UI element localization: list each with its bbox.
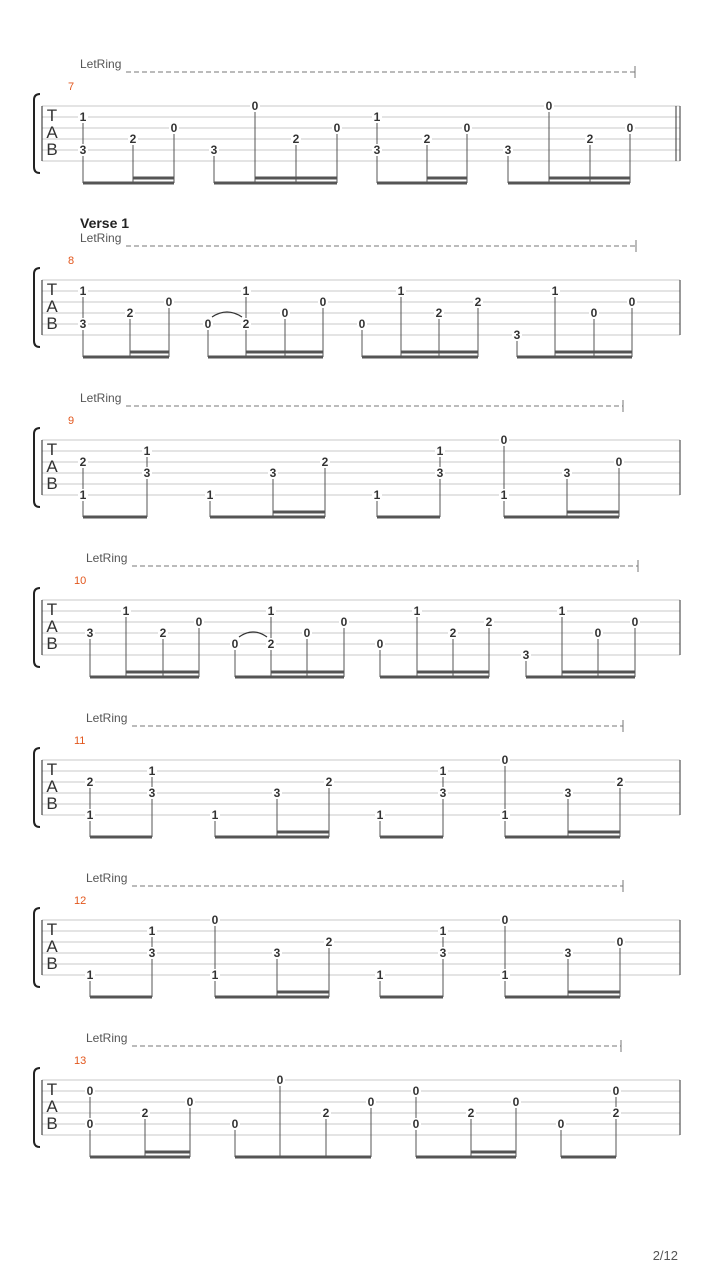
fret-number: 1 (143, 444, 151, 458)
fret-number: 2 (292, 132, 300, 146)
fret-number: 3 (373, 143, 381, 157)
fret-number: 0 (376, 637, 384, 651)
fret-number: 3 (564, 946, 572, 960)
fret-number: 2 (321, 455, 329, 469)
fret-number: 3 (439, 786, 447, 800)
fret-number: 3 (522, 648, 530, 662)
fret-number: 3 (143, 466, 151, 480)
tab-clef-letter: T (46, 440, 58, 459)
fret-number: 0 (545, 99, 553, 113)
fret-number: 2 (435, 306, 443, 320)
fret-number: 1 (439, 764, 447, 778)
fret-number: 3 (148, 786, 156, 800)
fret-number: 2 (267, 637, 275, 651)
tab-clef-letter: B (46, 314, 58, 333)
fret-number: 3 (273, 946, 281, 960)
fret-number: 0 (501, 753, 509, 767)
page-number: 2/12 (652, 1248, 678, 1263)
tab-clef-letter: T (46, 1080, 58, 1099)
fret-number: 3 (86, 626, 94, 640)
tab-clef-letter: A (46, 297, 58, 316)
fret-number: 0 (463, 121, 471, 135)
fret-number: 2 (423, 132, 431, 146)
measure-number: 12 (74, 895, 87, 907)
fret-number: 2 (79, 455, 87, 469)
tab-clef-letter: B (46, 634, 58, 653)
fret-number: 0 (276, 1073, 284, 1087)
tab-clef-letter: A (46, 457, 58, 476)
section-label: Verse 1 (80, 215, 130, 231)
fret-number: 0 (251, 99, 259, 113)
measure-number: 13 (74, 1055, 87, 1067)
fret-number: 0 (512, 1095, 520, 1109)
fret-number: 1 (501, 808, 509, 822)
fret-number: 3 (79, 317, 87, 331)
fret-number: 1 (500, 488, 508, 502)
fret-number: 0 (231, 1117, 239, 1131)
fret-number: 1 (79, 110, 87, 124)
fret-number: 0 (500, 433, 508, 447)
tab-clef-letter: A (46, 937, 58, 956)
fret-number: 0 (615, 455, 623, 469)
fret-number: 0 (631, 615, 639, 629)
tab-clef-letter: T (46, 280, 58, 299)
tab-clef-letter: B (46, 1114, 58, 1133)
fret-number: 0 (340, 615, 348, 629)
system-bracket (34, 748, 40, 827)
tab-clef-letter: B (46, 954, 58, 973)
fret-number: 1 (242, 284, 250, 298)
fret-number: 0 (195, 615, 203, 629)
fret-number: 0 (412, 1084, 420, 1098)
fret-number: 1 (436, 444, 444, 458)
fret-number: 2 (467, 1106, 475, 1120)
fret-number: 3 (513, 328, 521, 342)
fret-number: 0 (211, 913, 219, 927)
system-bracket (34, 268, 40, 347)
tab-clef-letter: T (46, 920, 58, 939)
fret-number: 1 (373, 488, 381, 502)
system-bracket (34, 588, 40, 667)
fret-number: 0 (303, 626, 311, 640)
fret-number: 2 (242, 317, 250, 331)
fret-number: 0 (590, 306, 598, 320)
fret-number: 3 (79, 143, 87, 157)
tab-clef-letter: T (46, 106, 58, 125)
tab-clef-letter: T (46, 760, 58, 779)
fret-number: 0 (501, 913, 509, 927)
fret-number: 1 (551, 284, 559, 298)
measure-number: 8 (68, 255, 75, 267)
fret-number: 1 (376, 968, 384, 982)
measure-number: 7 (68, 81, 75, 93)
fret-number: 2 (126, 306, 134, 320)
fret-number: 1 (148, 764, 156, 778)
fret-number: 1 (206, 488, 214, 502)
fret-number: 2 (449, 626, 457, 640)
fret-number: 0 (231, 637, 239, 651)
fret-number: 2 (322, 1106, 330, 1120)
let-ring-label: LetRing (86, 551, 128, 565)
fret-number: 3 (564, 786, 572, 800)
fret-number: 1 (413, 604, 421, 618)
fret-number: 2 (474, 295, 482, 309)
fret-number: 1 (211, 808, 219, 822)
fret-number: 1 (86, 808, 94, 822)
fret-number: 1 (148, 924, 156, 938)
fret-number: 0 (281, 306, 289, 320)
fret-number: 3 (563, 466, 571, 480)
fret-number: 0 (616, 935, 624, 949)
fret-number: 3 (210, 143, 218, 157)
fret-number: 0 (86, 1117, 94, 1131)
fret-number: 1 (558, 604, 566, 618)
fret-number: 2 (586, 132, 594, 146)
fret-number: 0 (594, 626, 602, 640)
fret-number: 1 (376, 808, 384, 822)
system-bracket (34, 94, 40, 173)
fret-number: 3 (436, 466, 444, 480)
fret-number: 3 (273, 786, 281, 800)
fret-number: 2 (141, 1106, 149, 1120)
fret-number: 1 (122, 604, 130, 618)
fret-number: 1 (211, 968, 219, 982)
fret-number: 0 (333, 121, 341, 135)
fret-number: 0 (557, 1117, 565, 1131)
let-ring-label: LetRing (86, 711, 128, 725)
measure-number: 11 (74, 735, 86, 747)
fret-number: 3 (269, 466, 277, 480)
tab-clef-letter: A (46, 1097, 58, 1116)
fret-number: 0 (626, 121, 634, 135)
system-bracket (34, 1068, 40, 1147)
fret-number: 2 (159, 626, 167, 640)
let-ring-label: LetRing (80, 231, 122, 245)
fret-number: 0 (628, 295, 636, 309)
let-ring-label: LetRing (86, 871, 128, 885)
fret-number: 0 (165, 295, 173, 309)
system-bracket (34, 428, 40, 507)
tab-clef-letter: T (46, 600, 58, 619)
fret-number: 3 (439, 946, 447, 960)
system-bracket (34, 908, 40, 987)
tab-clef-letter: B (46, 140, 58, 159)
tab-clef-letter: B (46, 474, 58, 493)
fret-number: 2 (325, 775, 333, 789)
tab-clef-letter: A (46, 617, 58, 636)
fret-number: 1 (79, 488, 87, 502)
fret-number: 0 (186, 1095, 194, 1109)
fret-number: 1 (267, 604, 275, 618)
fret-number: 1 (79, 284, 87, 298)
tab-clef-letter: A (46, 777, 58, 796)
fret-number: 1 (397, 284, 405, 298)
fret-number: 2 (86, 775, 94, 789)
let-ring-label: LetRing (80, 57, 122, 71)
fret-number: 0 (319, 295, 327, 309)
measure-number: 10 (74, 575, 87, 587)
fret-number: 2 (612, 1106, 620, 1120)
fret-number: 2 (616, 775, 624, 789)
fret-number: 3 (148, 946, 156, 960)
fret-number: 0 (170, 121, 178, 135)
fret-number: 1 (501, 968, 509, 982)
fret-number: 1 (86, 968, 94, 982)
fret-number: 2 (325, 935, 333, 949)
fret-number: 3 (504, 143, 512, 157)
measure-number: 9 (68, 415, 75, 427)
tab-clef-letter: B (46, 794, 58, 813)
let-ring-label: LetRing (86, 1031, 128, 1045)
fret-number: 0 (612, 1084, 620, 1098)
fret-number: 1 (439, 924, 447, 938)
fret-number: 0 (412, 1117, 420, 1131)
let-ring-label: LetRing (80, 391, 122, 405)
fret-number: 1 (373, 110, 381, 124)
fret-number: 2 (129, 132, 137, 146)
tab-clef-letter: A (46, 123, 58, 142)
fret-number: 2 (485, 615, 493, 629)
fret-number: 0 (204, 317, 212, 331)
fret-number: 0 (367, 1095, 375, 1109)
fret-number: 0 (86, 1084, 94, 1098)
fret-number: 0 (358, 317, 366, 331)
